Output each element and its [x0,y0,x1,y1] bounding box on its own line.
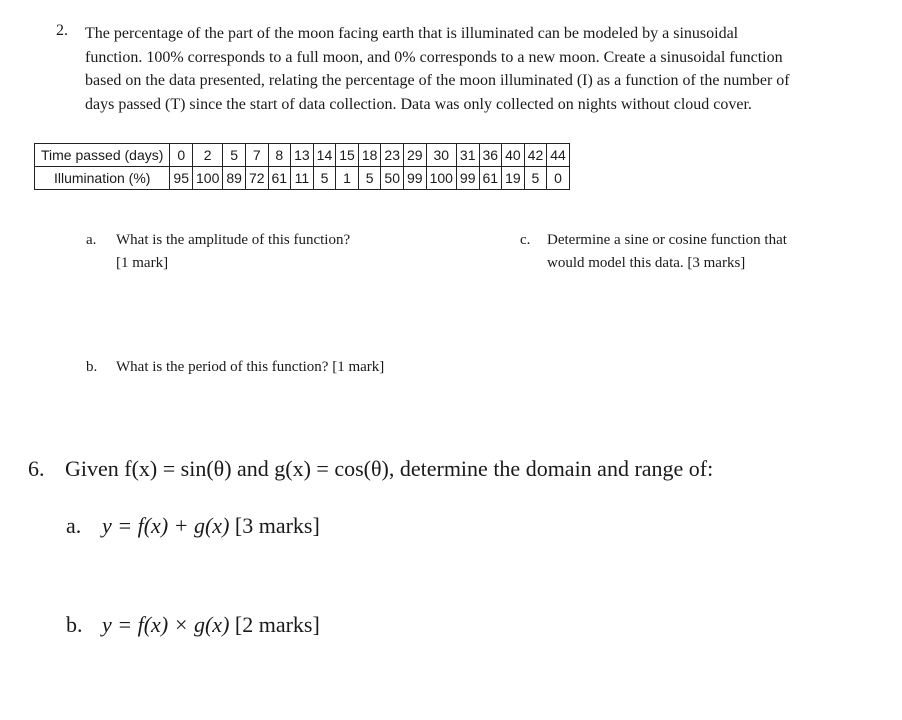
day-cell: 0 [170,144,193,167]
question-2-line: function. 100% corresponds to a full moon, and 0% corresponds to a new moon. Create a sinusoidal function [85,48,783,66]
moon-data-table [34,143,570,190]
day-cell: 5 [223,144,246,167]
question-2-number: 2. [56,22,68,39]
day-cell: 15 [336,144,359,167]
day-cell: 29 [403,144,426,167]
illumination-cell: 1 [336,167,359,190]
question-6-number: 6. [28,456,45,481]
illumination-cell: 61 [268,167,291,190]
question-2-line: days passed (T) since the start of data collection. Data was only collected on nights without cloud cover. [85,95,752,113]
day-cell: 42 [524,144,547,167]
question-2b-text: What is the period of this function? [1 mark] [116,359,385,375]
illumination-cell: 5 [313,167,336,190]
day-cell: 8 [268,144,291,167]
question-6a-expression: y = f(x) + g(x) [102,513,230,538]
day-cell: 31 [456,144,479,167]
day-cell: 40 [502,144,525,167]
question-6 [28,456,713,482]
illumination-row [35,167,570,190]
question-2a-text: What is the amplitude of this function? [116,232,351,248]
question-2b-label: b. [86,359,98,375]
question-6-text: Given f(x) = sin(θ) and g(x) = cos(θ), determine the domain and range of: [65,456,714,481]
question-2b [86,356,384,379]
illumination-cell: 19 [502,167,525,190]
illumination-cell: 0 [547,167,570,190]
question-2c-label: c. [520,232,531,248]
day-cell: 2 [193,144,223,167]
question-2a-marks: [1 mark] [116,255,169,271]
day-cell: 30 [426,144,456,167]
day-cell: 23 [381,144,404,167]
illumination-row-header: Illumination (%) [35,167,170,190]
illumination-cell: 72 [245,167,268,190]
question-2a-label: a. [86,232,97,248]
question-2a [86,229,350,275]
question-6b-label: b. [66,612,83,637]
question-6a-label: a. [66,513,82,538]
day-cell: 18 [358,144,381,167]
day-cell: 36 [479,144,502,167]
question-2-text [85,22,885,116]
question-6b-expression: y = f(x) × g(x) [102,612,230,637]
illumination-cell: 50 [381,167,404,190]
illumination-cell: 5 [524,167,547,190]
question-2-line: based on the data presented, relating the percentage of the moon illuminated (I) as a function of the number of [85,72,790,89]
day-cell: 13 [291,144,314,167]
day-cell: 14 [313,144,336,167]
illumination-cell: 99 [456,167,479,190]
illumination-cell: 89 [223,167,246,190]
question-6b-marks: [2 marks] [234,612,320,637]
illumination-cell: 11 [291,167,314,190]
illumination-cell: 95 [170,167,193,190]
illumination-cell: 5 [358,167,381,190]
question-6a [66,513,320,539]
question-2c-text: Determine a sine or cosine function that [547,232,787,248]
question-6a-marks: [3 marks] [234,513,320,538]
illumination-cell: 100 [193,167,223,190]
question-6b [66,612,320,638]
question-2c [520,229,787,275]
illumination-cell: 99 [403,167,426,190]
question-2c-marks: would model this data. [3 marks] [547,255,746,271]
question-2-line: The percentage of the part of the moon facing earth that is illuminated can be modeled by a sinusoidal [85,25,739,42]
days-row-header: Time passed (days) [35,144,170,167]
day-cell: 7 [245,144,268,167]
day-cell: 44 [547,144,570,167]
days-row [35,144,570,167]
illumination-cell: 61 [479,167,502,190]
illumination-cell: 100 [426,167,456,190]
